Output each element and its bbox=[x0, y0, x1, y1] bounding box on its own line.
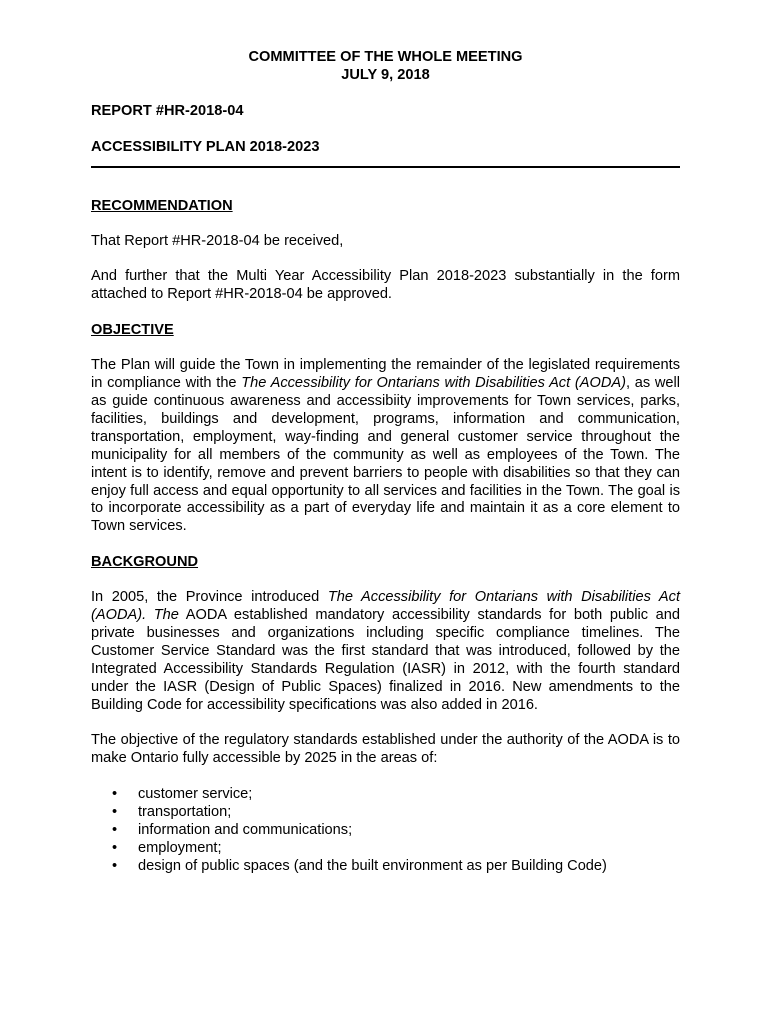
document-content bbox=[91, 49, 680, 876]
report-number: REPORT #HR-2018-04 bbox=[91, 102, 244, 119]
aoda-act-title: The Accessibility for Ontarians with Disabilities Act (AODA). The bbox=[91, 589, 681, 624]
list-item: • design of public spaces (and the built environment as per Building Code) bbox=[112, 857, 607, 874]
bullet-icon: • bbox=[112, 840, 118, 856]
bullet-icon: • bbox=[112, 804, 118, 821]
areas-list bbox=[91, 786, 680, 876]
bullet-icon: • bbox=[112, 822, 118, 839]
recommendation-paragraph-2: And further that the Multi Year Accessibility Plan 2018-2023 substantially in the form attached to Report #HR-2018-04 be approved. bbox=[91, 268, 680, 303]
objective-text-start: The Plan will guide the Town in implementing the remainder of the legislated requirements in compliance with the bbox=[91, 357, 680, 392]
header-divider bbox=[91, 166, 680, 168]
meeting-title: COMMITTEE OF THE WHOLE MEETING bbox=[248, 49, 523, 65]
report-title: ACCESSIBILITY PLAN 2018-2023 bbox=[91, 138, 320, 155]
background-paragraph-2: The objective of the regulatory standards established under the authority of the AODA is to make Ontario fully accessible by 2025 in the areas of: bbox=[91, 732, 680, 767]
objective-heading: OBJECTIVE bbox=[91, 322, 174, 339]
list-item: • transportation; bbox=[112, 804, 232, 821]
meeting-date: JULY 9, 2018 bbox=[341, 66, 430, 83]
background-heading: BACKGROUND bbox=[91, 554, 199, 571]
background-text-start: In 2005, the Province introduced bbox=[91, 589, 328, 606]
bullet-icon: • bbox=[112, 786, 118, 803]
background-text-end: AODA established mandatory accessibility standards for both public and private businesses and organizations including specific compliance timelines. The Customer Service Standard was the first standard that was introduced, followed by the Integrated Accessibility Standards Regulation (IASR) in 2012, with the fourth standard under the IASR (Design of Public Spaces) finalized in 2016. New amendments to the Building Code for accessibility specifications was also added in 2016. bbox=[91, 607, 680, 713]
list-item: • information and communications; bbox=[112, 822, 353, 839]
aoda-act-title: The Accessibility for Ontarians with Disabilities Act (AODA) bbox=[241, 375, 626, 392]
objective-paragraph bbox=[91, 357, 680, 536]
bullet-icon: • bbox=[112, 857, 118, 874]
recommendation-paragraph-1: That Report #HR-2018-04 be received, bbox=[91, 232, 344, 249]
background-paragraph-1 bbox=[91, 589, 680, 714]
list-item: • employment; bbox=[112, 840, 222, 856]
objective-text-end: , as well as guide continuous awareness and accessibiity improvements for Town services, parks, facilities, buildings and development, programs, information and communication, transportation, employment, way-finding and general customer service throughout the municipality for all members of the community as well as employees of the Town. The intent is to identify, remove and prevent barriers to people with disabilities so that they can enjoy full access and equal opportunity to all services and facilities in the Town. The goal is to incorporate accessibility as a part of everyday life and maintain it as a core element to Town services. bbox=[91, 375, 681, 535]
list-item: • customer service; bbox=[112, 786, 253, 803]
recommendation-heading: RECOMMENDATION bbox=[91, 197, 233, 214]
